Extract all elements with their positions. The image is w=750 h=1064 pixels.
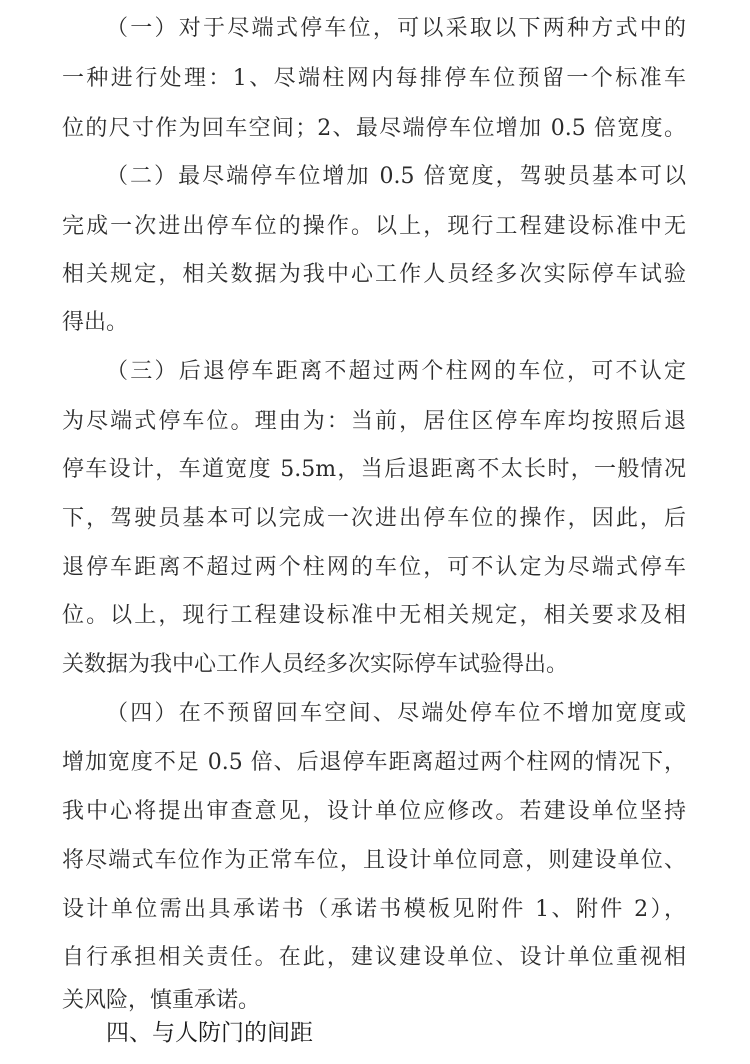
paragraph-line: 得出。 xyxy=(62,310,129,335)
paragraph-line: 关数据为我中心工作人员经多次实际停车试验得出。 xyxy=(62,652,569,677)
paragraph-line: （四）在不预留回车空间、尽端处停车位不增加宽度或 xyxy=(106,701,686,726)
paragraph-line: 增加宽度不足 0.5 倍、后退停车距离超过两个柱网的情况下， xyxy=(62,750,686,775)
paragraph-line: 自行承担相关责任。在此，建议建设单位、设计单位重视相 xyxy=(62,945,686,970)
paragraph-line: 位的尺寸作为回车空间；2、最尽端停车位增加 0.5 倍宽度。 xyxy=(62,116,686,141)
paragraph-line: 设计单位需出具承诺书（承诺书模板见附件 1、附件 2）， xyxy=(62,897,686,922)
paragraph-line: 停车设计，车道宽度 5.5m，当后退距离不太长时，一般情况 xyxy=(62,457,686,482)
paragraph-line: （一）对于尽端式停车位，可以采取以下两种方式中的 xyxy=(106,16,686,41)
paragraph-line: 退停车距离不超过两个柱网的车位，可不认定为尽端式停车 xyxy=(62,555,686,580)
paragraph-line: （二）最尽端停车位增加 0.5 倍宽度，驾驶员基本可以 xyxy=(106,164,686,189)
paragraph-line: 完成一次进出停车位的操作。以上，现行工程建设标准中无 xyxy=(62,214,686,239)
paragraph-line: 关风险，慎重承诺。 xyxy=(62,988,261,1013)
paragraph-line: 下，驾驶员基本可以完成一次进出停车位的操作，因此，后 xyxy=(62,506,686,531)
paragraph-line: 相关规定，相关数据为我中心工作人员经多次实际停车试验 xyxy=(62,262,686,287)
paragraph-line: 为尽端式停车位。理由为：当前，居住区停车库均按照后退 xyxy=(62,409,686,434)
paragraph-line: 一种进行处理：1、尽端柱网内每排停车位预留一个标准车 xyxy=(62,66,686,91)
section-heading: 四、与人防门的间距 xyxy=(106,1020,313,1046)
paragraph-line: 将尽端式车位作为正常车位，且设计单位同意，则建设单位、 xyxy=(62,848,686,873)
paragraph-line: （三）后退停车距离不超过两个柱网的车位，可不认定 xyxy=(106,359,686,384)
paragraph-line: 位。以上，现行工程建设标准中无相关规定，相关要求及相 xyxy=(62,603,686,628)
paragraph-line: 我中心将提出审查意见，设计单位应修改。若建设单位坚持 xyxy=(62,799,686,824)
